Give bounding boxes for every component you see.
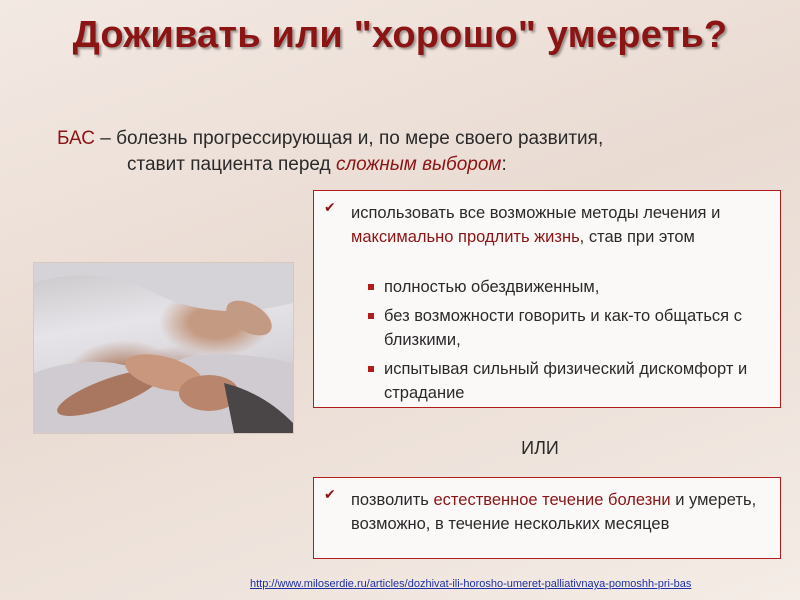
option-natural-course-box [313, 477, 781, 559]
option2-text-pre: позволить [351, 491, 434, 509]
checkmark-icon: ✔ [324, 486, 336, 502]
natural-course-emphasis: естественное течение болезни [433, 491, 671, 509]
consequences-list [364, 275, 774, 405]
square-bullet-icon [368, 313, 374, 319]
patient-hands-photo [33, 262, 294, 434]
prolong-life-emphasis: максимально продлить жизнь [351, 228, 580, 246]
source-link[interactable]: http://www.miloserdie.ru/articles/dozhivat-ili-horosho-umeret-palliativnaya-pomoshh-pri-bas [250, 578, 692, 590]
square-bullet-icon [368, 366, 374, 372]
difficult-choice-emphasis: сложным выбором [335, 154, 502, 175]
intro-paragraph [57, 126, 757, 178]
intro-colon: : [501, 154, 507, 175]
list-item [364, 275, 774, 299]
intro-line2 [57, 152, 757, 178]
abbreviation-bas: БАС [57, 128, 96, 149]
option-prolong-life-text [351, 201, 769, 249]
photo-illustration [34, 263, 293, 433]
consequence-text: без возможности говорить и как-то общаться с близкими, [384, 307, 742, 349]
consequence-text: испытывая сильный физический дискомфорт и страдание [384, 360, 748, 402]
list-item [364, 304, 774, 352]
option2-text-post: и умереть, возможно, в течение нескольких месяцев [351, 491, 757, 533]
slide-title: Доживать или "хорошо" умереть? [72, 14, 728, 56]
option1-text-post: , став при этом [579, 228, 695, 246]
option1-text-pre: использовать все возможные методы лечения и [351, 204, 721, 222]
intro-text-line1: – болезнь прогрессирующая и, по мере своего развития, [95, 128, 604, 149]
option-natural-course-text [351, 488, 769, 536]
intro-text-line2: ставит пациента перед [127, 154, 336, 175]
option-prolong-life-box [313, 190, 781, 408]
square-bullet-icon [368, 284, 374, 290]
list-item [364, 357, 774, 405]
consequence-text: полностью обездвиженным, [384, 278, 600, 296]
checkmark-icon: ✔ [324, 199, 336, 215]
or-separator: ИЛИ [521, 438, 559, 458]
